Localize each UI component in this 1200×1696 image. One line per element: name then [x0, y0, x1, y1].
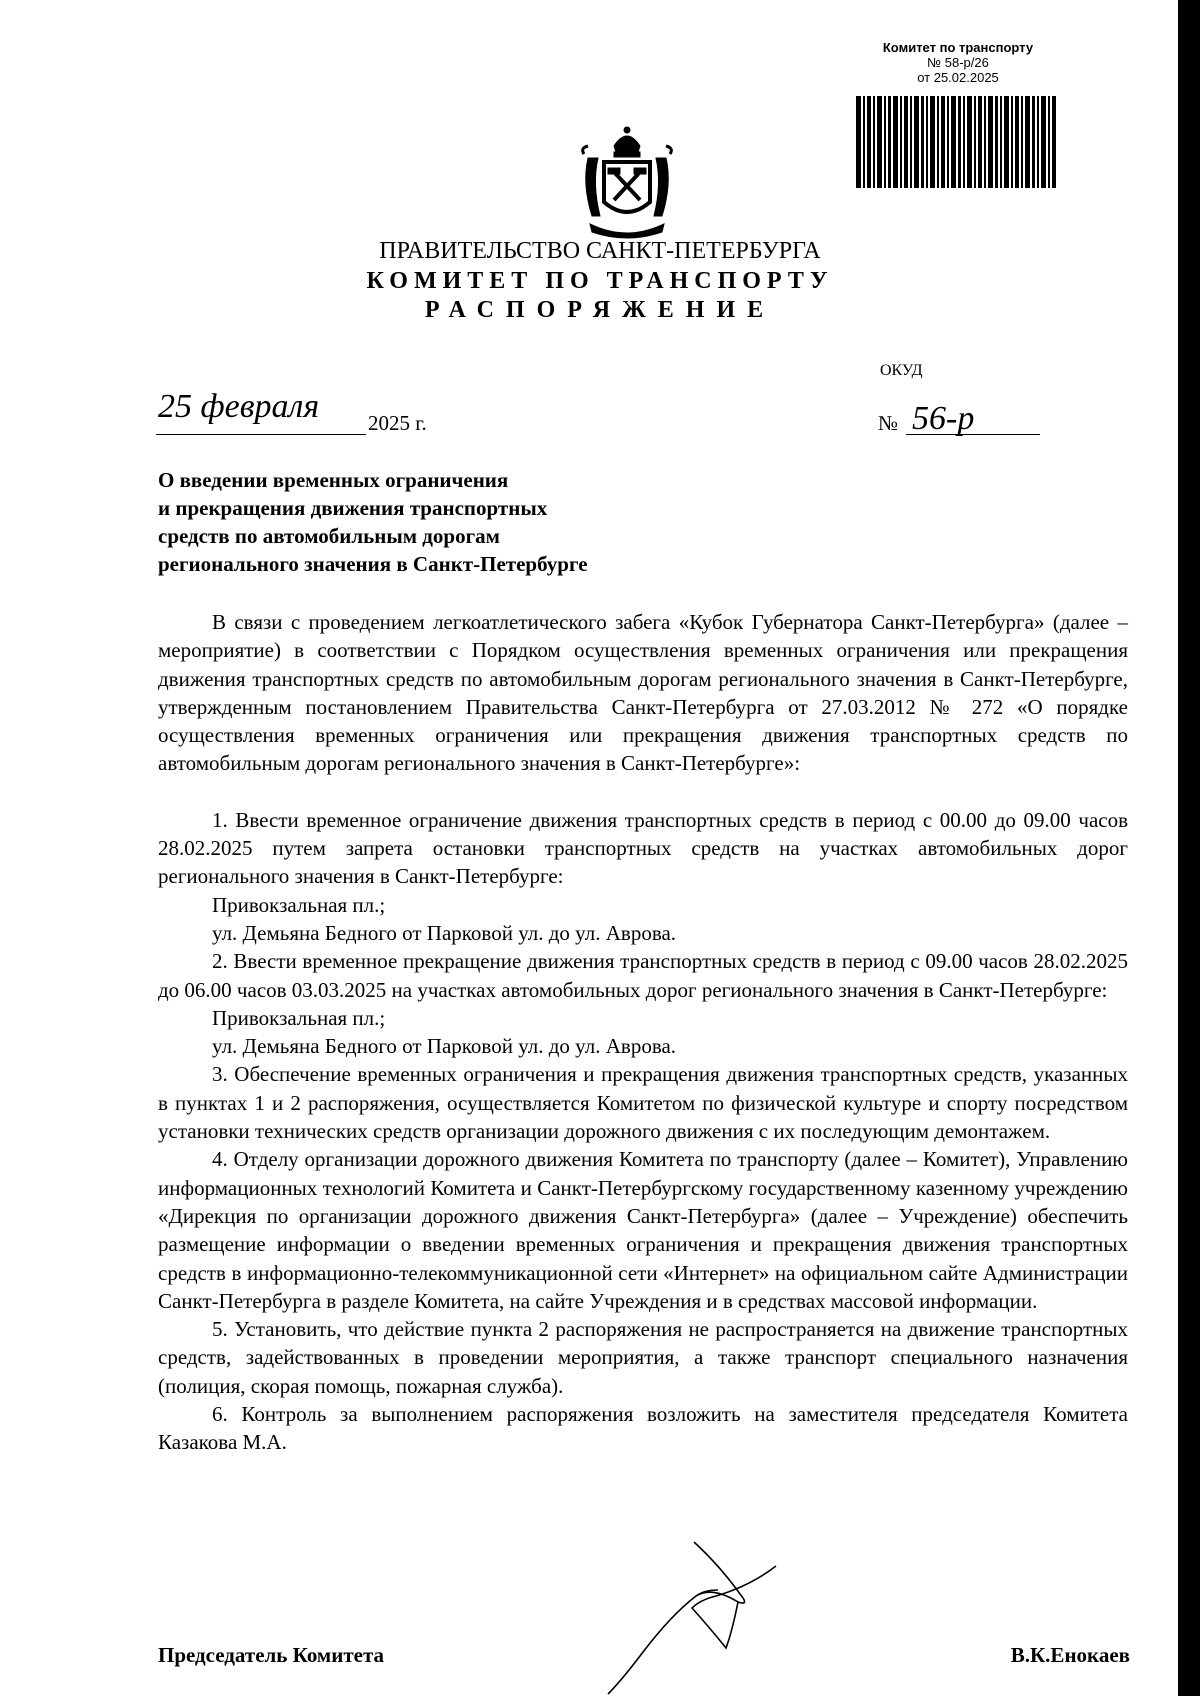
handwritten-date: 25 февраля — [158, 388, 320, 425]
address-line: Привокзальная пл.; — [212, 892, 386, 917]
signatory-name: В.К.Енокаев — [1010, 1643, 1130, 1667]
subject-line: средств по автомобильным дорогам — [158, 524, 500, 548]
document-subject — [158, 466, 588, 578]
handwritten-number: 56-р — [912, 400, 975, 437]
barcode — [856, 96, 1056, 188]
date-year: 2025 г. — [368, 411, 427, 435]
address-line: ул. Демьяна Бедного от Парковой ул. до ул. Аврова. — [212, 920, 677, 945]
number-label: № — [878, 411, 899, 435]
document-body — [158, 608, 1128, 1457]
address-line: Привокзальная пл.; — [212, 1005, 386, 1030]
okud-label: ОКУД — [880, 362, 923, 379]
stamp-date: от 25.02.2025 — [917, 70, 999, 85]
signatory-title: Председатель Комитета — [158, 1643, 385, 1667]
item-paragraph: 2. Ввести временное прекращение движения транспортных средств в период с 09.00 часов 28.02.2025 до 06.00 часов 03.03.2025 на участках автомобильных дорог регионального значения в Санкт-Петербурге: — [158, 949, 1128, 1002]
committee-heading: КОМИТЕТ ПО ТРАНСПОРТУ — [366, 268, 834, 294]
stamp-org: Комитет по транспорту — [882, 40, 1034, 55]
item-paragraph: 3. Обеспечение временных ограничения и прекращения движения транспортных средств, указанных в пунктах 1 и 2 распоряжения, осуществляется Комитетом по физической культуре и спорту посредством установки технических средств организации дорожного движения с их последующим демонтажем. — [158, 1062, 1128, 1144]
item-paragraph: 4. Отделу организации дорожного движения Комитета по транспорту (далее – Комитет), Управлению информационных технологий Комитета и Санкт-Петербургскому государственному казенному учреждению «Дирекция по организации дорожного движения Санкт-Петербурга» (далее – Учреждение) обеспечить размещение информации о введении временных ограничения и прекращения движения транспортных средств в информационно-телекоммуникационной сети «Интернет» на официальном сайте Администрации Санкт-Петербурга в разделе Комитета, на сайте Учреждения и в средствах массовой информации. — [158, 1147, 1128, 1313]
item-paragraph: 1. Ввести временное ограничение движения транспортных средств в период с 00.00 до 09.00 часов 28.02.2025 путем запрета остановки транспортных средств на участках автомобильных дорог регионального значения в Санкт-Петербурге: — [158, 807, 1128, 889]
item-paragraph: 6. Контроль за выполнением распоряжения возложить на заместителя председателя Комитета Казакова М.А. — [158, 1402, 1128, 1455]
stamp-number: № 58-р/26 — [927, 55, 989, 70]
subject-line: и прекращения движения транспортных — [158, 496, 548, 520]
government-heading: ПРАВИТЕЛЬСТВО САНКТ-ПЕТЕРБУРГА — [379, 238, 821, 264]
item-paragraph: 5. Установить, что действие пункта 2 распоряжения не распространяется на движение транспортных средств, задействованных в проведении мероприятия, а также транспорт специального назначения (полиция, скорая помощь, пожарная служба). — [158, 1317, 1128, 1398]
subject-line: регионального значения в Санкт-Петербурге — [158, 552, 588, 576]
preamble-paragraph: В связи с проведением легкоатлетического забега «Кубок Губернатора Санкт-Петербурга» (далее – мероприятие) в соответствии с Порядком осуществления временных ограничения или прекращения движения транспортных средств по автомобильным дорогам регионального значения в Санкт-Петербурге, утвержденным постановлением Правительства Санкт-Петербурга от 27.03.2012 № 272 «О порядке осуществления временных ограничения или прекращения движения транспортных средств по автомобильным дорогам регионального значения в Санкт-Петербурге»: — [158, 610, 1128, 776]
coat-of-arms-icon — [578, 124, 676, 242]
subject-line: О введении временных ограничения — [158, 468, 509, 492]
address-line: ул. Демьяна Бедного от Парковой ул. до ул. Аврова. — [212, 1034, 677, 1059]
registration-stamp — [858, 40, 1058, 85]
document-type-heading: РАСПОРЯЖЕНИЕ — [424, 297, 776, 323]
handwritten-signature — [600, 1536, 810, 1696]
